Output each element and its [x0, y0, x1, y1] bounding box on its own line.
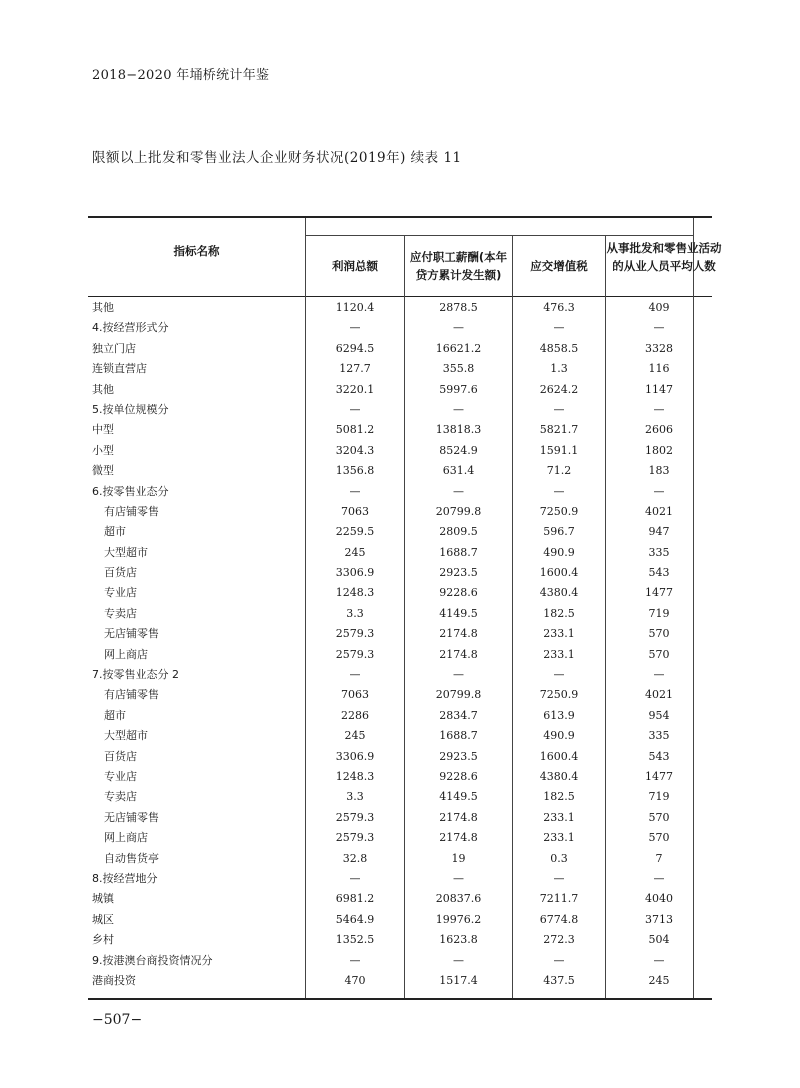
- cell-profit: —: [349, 668, 361, 682]
- cell-profit: 1248.3: [335, 769, 375, 783]
- table-row: [88, 706, 712, 726]
- header-indicator: 指标名称: [173, 244, 220, 258]
- row-indicator-name: 有店铺零售: [104, 688, 159, 702]
- cell-payroll: 13818.3: [435, 423, 482, 437]
- row-indicator-name: 港商投资: [92, 973, 136, 987]
- cell-profit: 6294.5: [335, 341, 375, 355]
- cell-vat: —: [553, 484, 565, 498]
- cell-payroll: 355.8: [442, 362, 475, 376]
- cell-employees: —: [653, 871, 665, 885]
- table-row: [88, 747, 712, 767]
- cell-payroll: 20837.6: [435, 892, 482, 906]
- cell-profit: 2579.3: [335, 647, 375, 661]
- row-indicator-name: 9.按港澳台商投资情况分: [92, 953, 213, 967]
- row-indicator-name: 网上商店: [104, 831, 148, 845]
- cell-employees: 570: [648, 831, 670, 845]
- row-indicator-name: 无店铺零售: [104, 627, 159, 641]
- row-indicator-name: 6.按零售业态分: [92, 484, 169, 498]
- table-row: [88, 767, 712, 787]
- cell-employees: 183: [648, 464, 670, 478]
- table-row: [88, 318, 712, 338]
- cell-profit: 1120.4: [335, 301, 375, 314]
- table-row: [88, 910, 712, 930]
- table-row: [88, 889, 712, 909]
- row-indicator-name: 其他: [92, 301, 114, 314]
- cell-profit: —: [349, 484, 361, 498]
- row-indicator-name: 超市: [104, 708, 126, 722]
- row-indicator-name: 网上商店: [104, 647, 148, 661]
- table-row: [88, 380, 712, 400]
- cell-vat: 7211.7: [539, 892, 579, 906]
- cell-employees: 543: [648, 749, 670, 763]
- table-row: [88, 502, 712, 522]
- cell-vat: —: [553, 871, 565, 885]
- table-row: [88, 971, 712, 991]
- cell-profit: —: [349, 321, 361, 335]
- table-caption: 限额以上批发和零售业法人企业财务状况(2019年) 续表 11: [92, 150, 462, 166]
- table-row: [88, 849, 712, 869]
- cell-payroll: 5997.6: [439, 382, 478, 396]
- cell-payroll: 4149.5: [439, 606, 478, 620]
- cell-vat: —: [553, 953, 565, 967]
- cell-vat: 1600.4: [539, 749, 579, 763]
- table-row: [88, 400, 712, 420]
- table-row: [88, 563, 712, 583]
- table-bottom-rule: [88, 998, 712, 1000]
- header-payroll: 应付职工薪酬(本年贷方累计发生额): [409, 250, 508, 282]
- cell-employees: 1477: [645, 769, 673, 783]
- cell-payroll: —: [453, 953, 464, 967]
- cell-profit: 245: [344, 545, 366, 559]
- cell-employees: 1147: [645, 382, 673, 396]
- cell-payroll: 19: [451, 851, 466, 865]
- row-indicator-name: 城区: [92, 912, 114, 926]
- cell-profit: 7063: [341, 688, 369, 702]
- table-row: [88, 420, 712, 440]
- cell-employees: 1802: [645, 443, 673, 457]
- cell-vat: 476.3: [543, 301, 575, 314]
- row-indicator-name: 其他: [92, 382, 114, 396]
- header-vat: 应交增值税: [530, 259, 588, 273]
- cell-employees: 543: [648, 566, 670, 580]
- cell-employees: —: [653, 484, 665, 498]
- cell-payroll: —: [453, 321, 464, 335]
- cell-payroll: 19976.2: [435, 912, 482, 926]
- table-row: [88, 441, 712, 461]
- page-number: −507−: [92, 1012, 143, 1028]
- cell-profit: —: [349, 402, 361, 416]
- cell-payroll: 20799.8: [435, 504, 482, 518]
- cell-employees: 947: [648, 525, 670, 539]
- cell-vat: 596.7: [543, 525, 575, 539]
- cell-employees: 4021: [645, 688, 673, 702]
- cell-employees: —: [653, 402, 665, 416]
- table-row: [88, 665, 712, 685]
- table-row: [88, 604, 712, 624]
- cell-profit: 1356.8: [335, 464, 375, 478]
- table-row: [88, 461, 712, 481]
- cell-employees: 3713: [645, 912, 673, 926]
- cell-profit: 2286: [341, 708, 369, 722]
- cell-payroll: 631.4: [442, 464, 475, 478]
- row-indicator-name: 7.按零售业态分 2: [92, 668, 179, 682]
- cell-payroll: 2923.5: [439, 566, 478, 580]
- table-row: [88, 359, 712, 379]
- cell-vat: 437.5: [543, 973, 575, 987]
- cell-employees: —: [653, 668, 665, 682]
- row-indicator-name: 专业店: [104, 769, 137, 783]
- row-indicator-name: 连锁直营店: [92, 362, 147, 376]
- cell-profit: 1352.5: [335, 933, 375, 947]
- cell-vat: 4380.4: [539, 586, 579, 600]
- cell-profit: 5464.9: [335, 912, 375, 926]
- cell-vat: 272.3: [543, 933, 575, 947]
- table-row: [88, 339, 712, 359]
- cell-vat: 7250.9: [539, 504, 579, 518]
- cell-vat: 490.9: [543, 729, 575, 743]
- cell-profit: 2579.3: [335, 810, 375, 824]
- cell-profit: 2579.3: [335, 627, 375, 641]
- table-row: [88, 787, 712, 807]
- cell-vat: 2624.2: [539, 382, 579, 396]
- row-indicator-name: 4.按经营形式分: [92, 321, 169, 335]
- header-profit: 利润总额: [332, 259, 378, 273]
- cell-employees: 570: [648, 627, 670, 641]
- cell-profit: 2579.3: [335, 831, 375, 845]
- row-indicator-name: 5.按单位规模分: [92, 402, 169, 416]
- cell-payroll: 1688.7: [439, 729, 478, 743]
- row-indicator-name: 乡村: [92, 933, 114, 947]
- cell-employees: 335: [648, 545, 670, 559]
- cell-employees: 1477: [645, 586, 673, 600]
- cell-profit: 245: [344, 729, 366, 743]
- table-body: [88, 298, 712, 991]
- cell-profit: 3.3: [346, 790, 364, 804]
- cell-profit: 2259.5: [335, 525, 375, 539]
- row-indicator-name: 超市: [104, 525, 126, 539]
- cell-payroll: —: [453, 484, 464, 498]
- cell-employees: 4040: [645, 892, 673, 906]
- row-indicator-name: 专业店: [104, 586, 137, 600]
- cell-payroll: 2809.5: [439, 525, 478, 539]
- cell-payroll: —: [453, 871, 464, 885]
- table-row: [88, 298, 712, 318]
- cell-vat: 233.1: [543, 810, 575, 824]
- row-indicator-name: 独立门店: [92, 341, 136, 355]
- cell-employees: 4021: [645, 504, 673, 518]
- cell-employees: 504: [648, 933, 670, 947]
- row-indicator-name: 无店铺零售: [104, 810, 159, 824]
- cell-payroll: 8524.9: [439, 443, 478, 457]
- row-indicator-name: 专卖店: [104, 790, 137, 804]
- cell-profit: 7063: [341, 504, 369, 518]
- cell-payroll: 20799.8: [435, 688, 482, 702]
- cell-payroll: 16621.2: [435, 341, 482, 355]
- table-row: [88, 543, 712, 563]
- cell-employees: 245: [648, 973, 670, 987]
- cell-vat: —: [553, 321, 565, 335]
- table-row: [88, 930, 712, 950]
- cell-profit: 3.3: [346, 606, 364, 620]
- cell-profit: —: [349, 953, 361, 967]
- row-indicator-name: 自动售货亭: [104, 851, 159, 865]
- cell-payroll: 2174.8: [439, 647, 478, 661]
- cell-employees: 570: [648, 810, 670, 824]
- cell-profit: 1248.3: [335, 586, 375, 600]
- cell-payroll: 2923.5: [439, 749, 478, 763]
- table-row: [88, 726, 712, 746]
- cell-payroll: 2174.8: [439, 831, 478, 845]
- cell-profit: 3204.3: [335, 443, 375, 457]
- row-indicator-name: 中型: [92, 423, 114, 437]
- cell-profit: 3220.1: [335, 382, 375, 396]
- table-row: [88, 522, 712, 542]
- cell-vat: 1.3: [550, 362, 568, 376]
- cell-vat: 1600.4: [539, 566, 579, 580]
- cell-employees: 954: [648, 708, 670, 722]
- cell-payroll: 9228.6: [439, 586, 478, 600]
- header-employees: 从事批发和零售业活动的从业人员平均人数: [606, 241, 722, 273]
- row-indicator-name: 城镇: [92, 892, 114, 906]
- cell-vat: 182.5: [543, 606, 575, 620]
- cell-profit: 470: [344, 973, 366, 987]
- cell-vat: 71.2: [546, 464, 572, 478]
- cell-profit: 6981.2: [335, 892, 375, 906]
- cell-payroll: —: [453, 668, 464, 682]
- cell-employees: 3328: [645, 341, 673, 355]
- cell-vat: 4858.5: [539, 341, 579, 355]
- row-indicator-name: 大型超市: [104, 545, 148, 559]
- cell-vat: —: [553, 402, 565, 416]
- table-row: [88, 624, 712, 644]
- cell-vat: —: [553, 668, 565, 682]
- table-row: [88, 808, 712, 828]
- cell-vat: 233.1: [543, 647, 575, 661]
- cell-profit: 127.7: [339, 362, 371, 376]
- cell-employees: —: [653, 953, 665, 967]
- cell-employees: 719: [648, 606, 670, 620]
- cell-payroll: 1517.4: [439, 973, 478, 987]
- cell-profit: 3306.9: [335, 566, 375, 580]
- cell-payroll: 1623.8: [439, 933, 478, 947]
- row-indicator-name: 百货店: [104, 566, 137, 580]
- cell-profit: —: [349, 871, 361, 885]
- cell-employees: 409: [648, 301, 670, 314]
- cell-vat: 7250.9: [539, 688, 579, 702]
- cell-vat: 182.5: [543, 790, 575, 804]
- cell-vat: 490.9: [543, 545, 575, 559]
- cell-employees: 2606: [645, 423, 673, 437]
- cell-vat: 233.1: [543, 627, 575, 641]
- cell-vat: 4380.4: [539, 769, 579, 783]
- cell-employees: —: [653, 321, 665, 335]
- cell-vat: 6774.8: [539, 912, 579, 926]
- cell-payroll: 2174.8: [439, 627, 478, 641]
- row-indicator-name: 小型: [92, 443, 114, 457]
- row-indicator-name: 专卖店: [104, 606, 137, 620]
- cell-payroll: 2878.5: [439, 301, 478, 314]
- cell-vat: 5821.7: [539, 423, 579, 437]
- cell-payroll: 2834.7: [439, 708, 478, 722]
- cell-employees: 570: [648, 647, 670, 661]
- row-indicator-name: 有店铺零售: [104, 504, 159, 518]
- cell-vat: 0.3: [550, 851, 568, 865]
- cell-profit: 32.8: [342, 851, 368, 865]
- cell-payroll: 1688.7: [439, 545, 478, 559]
- cell-vat: 1591.1: [539, 443, 579, 457]
- cell-vat: 233.1: [543, 831, 575, 845]
- table-row: [88, 482, 712, 502]
- cell-vat: 613.9: [543, 708, 575, 722]
- cell-profit: 3306.9: [335, 749, 375, 763]
- table-row: [88, 828, 712, 848]
- row-indicator-name: 百货店: [104, 749, 137, 763]
- cell-employees: 7: [655, 851, 663, 865]
- row-indicator-name: 8.按经营地分: [92, 871, 158, 885]
- cell-payroll: 2174.8: [439, 810, 478, 824]
- table-row: [88, 583, 712, 603]
- cell-payroll: 9228.6: [439, 769, 478, 783]
- cell-profit: 5081.2: [335, 423, 375, 437]
- cell-employees: 116: [648, 362, 670, 376]
- cell-payroll: 4149.5: [439, 790, 478, 804]
- header-bottom-rule: [88, 296, 712, 297]
- cell-employees: 719: [648, 790, 670, 804]
- table-row: [88, 685, 712, 705]
- cell-employees: 335: [648, 729, 670, 743]
- table-row: [88, 645, 712, 665]
- running-head: 2018−2020 年埇桥统计年鉴: [92, 68, 270, 83]
- row-indicator-name: 微型: [92, 464, 114, 478]
- table-row: [88, 869, 712, 889]
- cell-payroll: —: [453, 402, 464, 416]
- row-indicator-name: 大型超市: [104, 729, 148, 743]
- table-row: [88, 951, 712, 971]
